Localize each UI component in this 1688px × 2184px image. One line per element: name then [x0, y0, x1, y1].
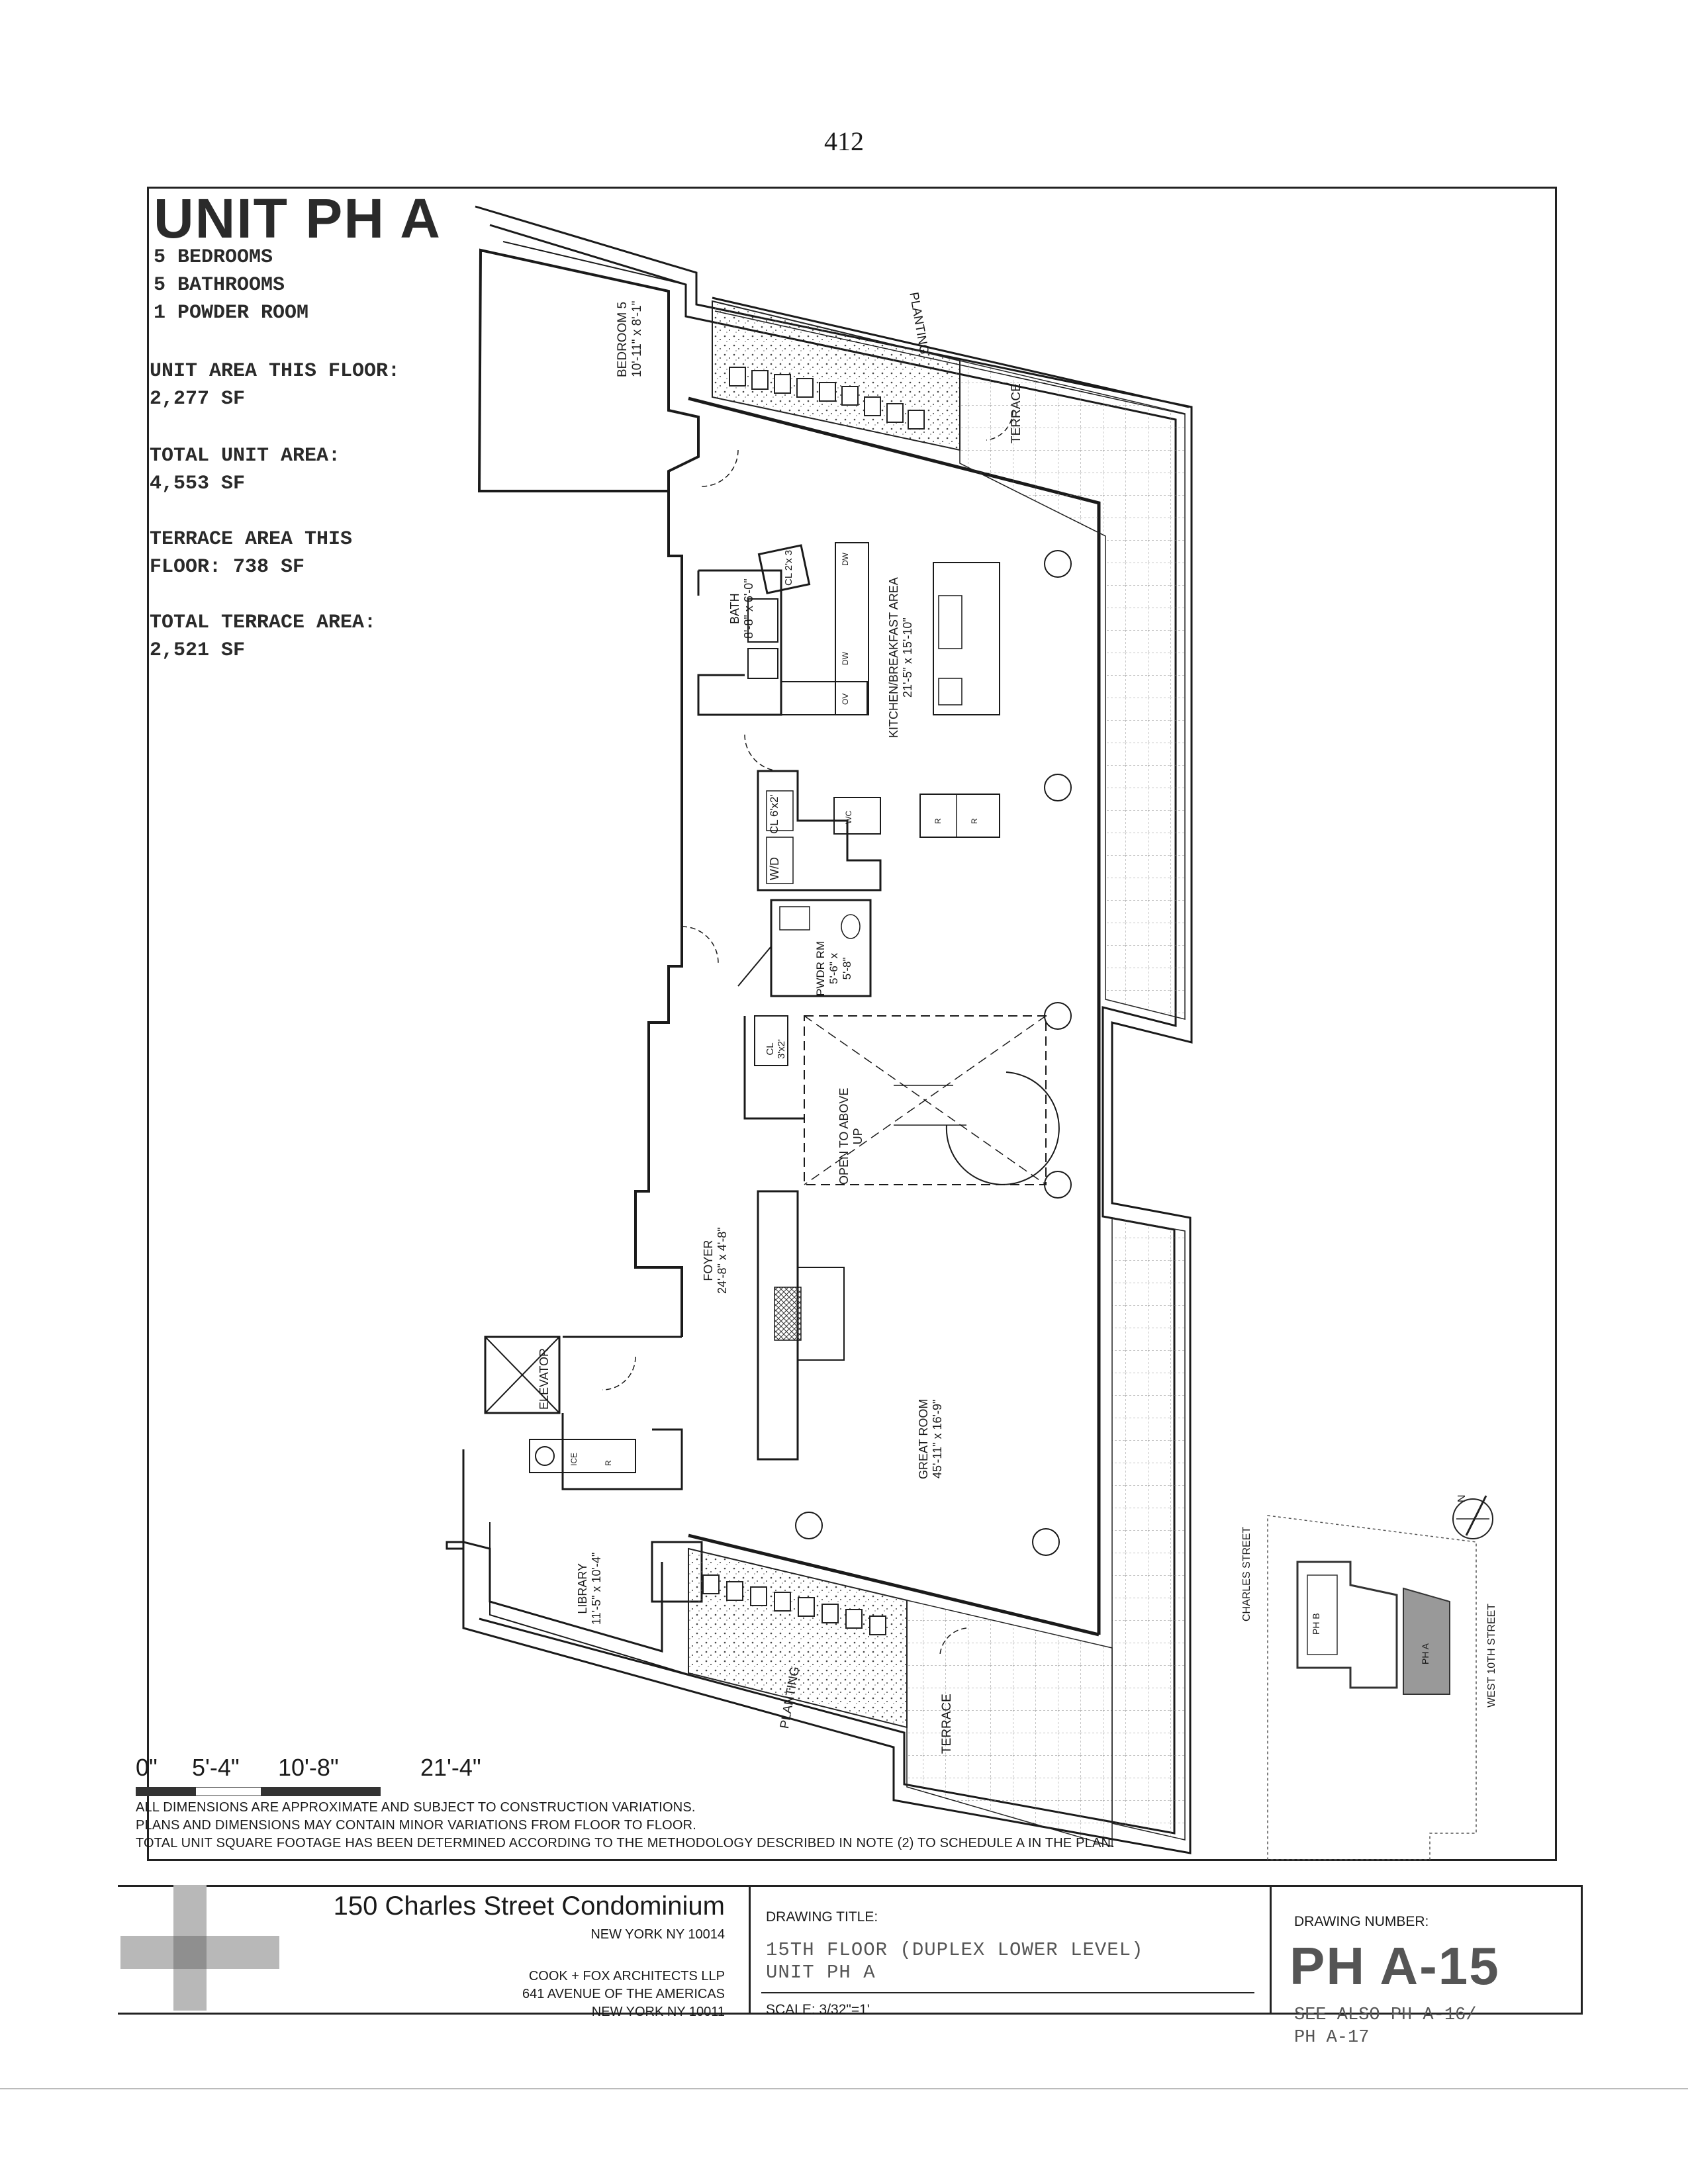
foyer-label: FOYER 24'-8" x 4'-8"	[702, 1227, 729, 1294]
closet-top-label: CL 2'x 3'	[783, 548, 794, 586]
project-name: 150 Charles Street Condominium	[333, 1891, 725, 1921]
fridge-label: R	[933, 818, 943, 824]
terrace-south-label: TERRACE	[940, 1694, 954, 1754]
counter-ov	[781, 682, 867, 715]
project-city: NEW YORK NY 10014	[590, 1927, 725, 1942]
charles-street-label: CHARLES STREET	[1241, 1526, 1252, 1621]
planting-south	[688, 1549, 907, 1730]
kitchen-label: KITCHEN/BREAKFAST AREA 21'-5" x 15'-10"	[887, 577, 914, 738]
note-line: TOTAL UNIT SQUARE FOOTAGE HAS BEEN DETERMINED ACCORDING TO THE METHODOLOGY DESCRIBED IN NOTE (2) TO SCHEDULE A IN THE PLAN.	[136, 1836, 1115, 1850]
page-number: 412	[824, 126, 864, 156]
bedroom5-label: BEDROOM 5 10'-11" x 8'-1"	[616, 300, 644, 377]
drawing-title-line: 15TH FLOOR (DUPLEX LOWER LEVEL)	[766, 1939, 1144, 1961]
scale-bar	[136, 1787, 500, 1796]
fridge-box	[920, 794, 1000, 837]
architect-name: COOK + FOX ARCHITECTS LLP	[528, 1969, 725, 1983]
see-also	[1294, 2004, 1476, 2049]
island	[933, 563, 1000, 715]
bedroom-count: 5 BEDROOMS	[154, 246, 273, 269]
ice-r-counter	[530, 1439, 635, 1473]
see-also-line: SEE ALSO PH A-16/	[1294, 2005, 1477, 2025]
unit-area-floor-label: UNIT AREA THIS FLOOR:	[150, 360, 400, 383]
closet-mid-label: CL 6'x2'	[768, 794, 780, 834]
powder-room-label: PWDR RM 5'-6" x 5'-8"	[814, 940, 853, 996]
title-divider	[761, 1992, 1254, 1993]
spiral-stair	[947, 1072, 1059, 1185]
scale-text: SCALE: 3/32"=1'	[766, 2002, 870, 2017]
closet-low-label: CL 3'x2'	[765, 1039, 787, 1059]
total-terrace-area-value: 2,521 SF	[150, 639, 246, 662]
bedroom5-wall	[479, 250, 698, 491]
bath-label: BATH 8'-8" x 6'-0"	[728, 578, 755, 639]
powder-room-count: 1 POWDER ROOM	[154, 302, 309, 324]
terrace-area-floor-value: FLOOR: 738 SF	[150, 556, 305, 578]
west-wall-upper	[635, 491, 682, 1337]
wc-box	[834, 797, 880, 834]
terrace-east	[1112, 1218, 1185, 1840]
total-unit-area-label: TOTAL UNIT AREA:	[150, 445, 341, 467]
architect-city: NEW YORK NY 10011	[591, 2005, 725, 2019]
ice-label: ICE	[569, 1452, 579, 1466]
architect-address: 641 AVENUE OF THE AMERICAS	[522, 1987, 725, 2001]
terrace-area-floor-label: TERRACE AREA THIS	[150, 528, 353, 551]
unit-title: UNIT PH A	[154, 187, 442, 250]
note-line: ALL DIMENSIONS ARE APPROXIMATE AND SUBJECT TO CONSTRUCTION VARIATIONS.	[136, 1800, 696, 1815]
dishwasher-label: DW	[841, 553, 850, 566]
logo-mark-center	[173, 1936, 207, 1969]
drawing-number: PH A-15	[1289, 1936, 1500, 1995]
drawing-title-line: UNIT PH A	[766, 1962, 876, 1983]
key-plan	[1268, 1496, 1493, 1860]
sink	[536, 1447, 554, 1465]
planting-north-label: PLANTING	[906, 291, 931, 356]
bedroom5-inner	[503, 242, 686, 304]
library-label: LIBRARY 11'-5" x 10'-4"	[576, 1552, 603, 1625]
ph-a-label: PH A	[1420, 1643, 1430, 1664]
open-to-above-label: OPEN TO ABOVE UP	[837, 1087, 865, 1185]
planting-south-label: PLANTING	[778, 1665, 803, 1730]
terrace-north-label: TERRACE	[1009, 383, 1023, 443]
oven-label: OV	[841, 693, 850, 705]
drawing-title	[766, 1939, 1144, 1984]
dishwasher-2-label: DW	[841, 652, 850, 665]
total-terrace-area-label: TOTAL TERRACE AREA:	[150, 612, 377, 634]
see-also-line: PH A-17	[1294, 2028, 1370, 2048]
wc-label: WC	[844, 811, 853, 824]
fridge-3-label: R	[604, 1460, 613, 1466]
terrace-north	[960, 361, 1185, 1019]
great-room-label: GREAT ROOM 45'-11" x 16'-9"	[917, 1398, 944, 1479]
notes	[136, 1799, 1115, 1852]
north-arrow-icon: N	[1456, 1494, 1468, 1502]
drawing-number-label: DRAWING NUMBER:	[1294, 1914, 1429, 1929]
fridge-2-label: R	[970, 818, 979, 824]
west-10th-street-label: WEST 10TH STREET	[1486, 1603, 1497, 1707]
total-unit-area-value: 4,553 SF	[150, 473, 246, 495]
footer-rule	[0, 2088, 1688, 2089]
counter-dw	[835, 543, 868, 715]
unit-area-floor-value: 2,277 SF	[150, 388, 246, 410]
drawing-title-label: DRAWING TITLE:	[766, 1909, 878, 1925]
elevator-label: ELEVATOR	[538, 1347, 551, 1410]
washer-dryer-label: W/D	[768, 857, 781, 880]
note-line: PLANS AND DIMENSIONS MAY CONTAIN MINOR VARIATIONS FROM FLOOR TO FLOOR.	[136, 1818, 697, 1833]
bathroom-count: 5 BATHROOMS	[154, 274, 285, 296]
ph-b-label: PH B	[1311, 1613, 1321, 1635]
